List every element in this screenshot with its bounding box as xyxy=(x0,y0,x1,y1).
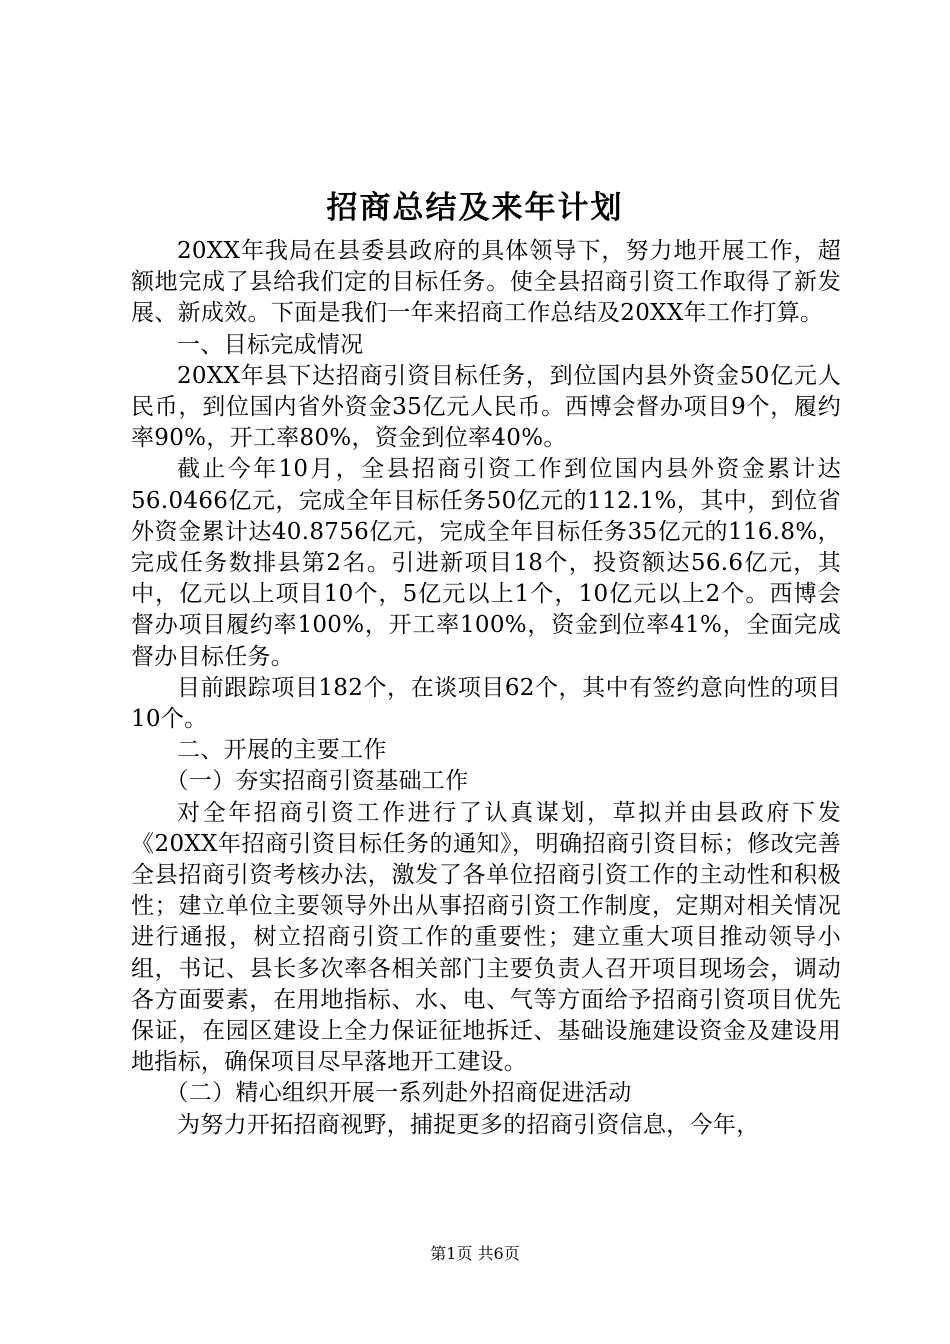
paragraph-tracking: 目前跟踪项目182个，在谈项目62个，其中有签约意向性的项目10个。 xyxy=(131,674,841,733)
page-footer: 第1页 共6页 xyxy=(430,1244,520,1263)
subsection-heading-foundation: （一）夯实招商引资基础工作 xyxy=(165,768,469,795)
paragraph-progress: 截止今年10月，全县招商引资工作到位国内县外资金累计达56.0466亿元，完成全年目标任务50亿元的112.1%，其中，到位省外资金累计达40.8756亿元，完成全年目标任务35亿元的116.8%，完成任务数排县第2名。引进新项目18个，投资额达56.6亿元，其中，亿元以上项目10个，5亿元以上1个，10亿元以上2个。西博会督办项目履约率100%，开工率100%，资金到位率41%，全面完成督办目标任务。 xyxy=(131,456,841,670)
document-body xyxy=(131,236,841,1141)
paragraph-intro: 20XX年我局在县委县政府的具体领导下，努力地开展工作，超额地完成了县给我们定的目标任务。使全县招商引资工作取得了新发展、新成效。下面是我们一年来招商工作总结及20XX年工作打算。 xyxy=(131,238,841,327)
section-heading-targets: 一、目标完成情况 xyxy=(177,331,364,358)
paragraph-activities: 为努力开拓招商视野，捕捉更多的招商引资信息，今年， xyxy=(177,1111,760,1138)
paragraph-targets: 20XX年县下达招商引资目标任务，到位国内县外资金50亿元人民币，到位国内省外资金35亿元人民币。西博会督办项目9个，履约率90%，开工率80%，资金到位率40%。 xyxy=(131,362,841,452)
paragraph-foundation: 对全年招商引资工作进行了认真谋划，草拟并由县政府下发《20XX年招商引资目标任务的通知》，明确招商引资目标；修改完善全县招商引资考核办法，激发了各单位招商引资工作的主动性和积极性；建立单位主要领导外出从事招商引资工作制度，定期对相关情况进行通报，树立招商引资工作的重要性；建立重大项目推动领导小组，书记、县长多次率各相关部门主要负责人召开项目现场会，调动各方面要素，在用地指标、水、电、气等方面给予招商引资项目优先保证，在园区建设上全力保证征地拆迁、基础设施建设资金及建设用地指标，确保项目尽早落地开工建设。 xyxy=(131,799,841,1076)
document-title: 招商总结及来年计划 xyxy=(326,190,624,226)
section-heading-main-work: 二、开展的主要工作 xyxy=(177,737,387,764)
subsection-heading-activities: （二）精心组织开展一系列赴外招商促进活动 xyxy=(165,1080,632,1107)
